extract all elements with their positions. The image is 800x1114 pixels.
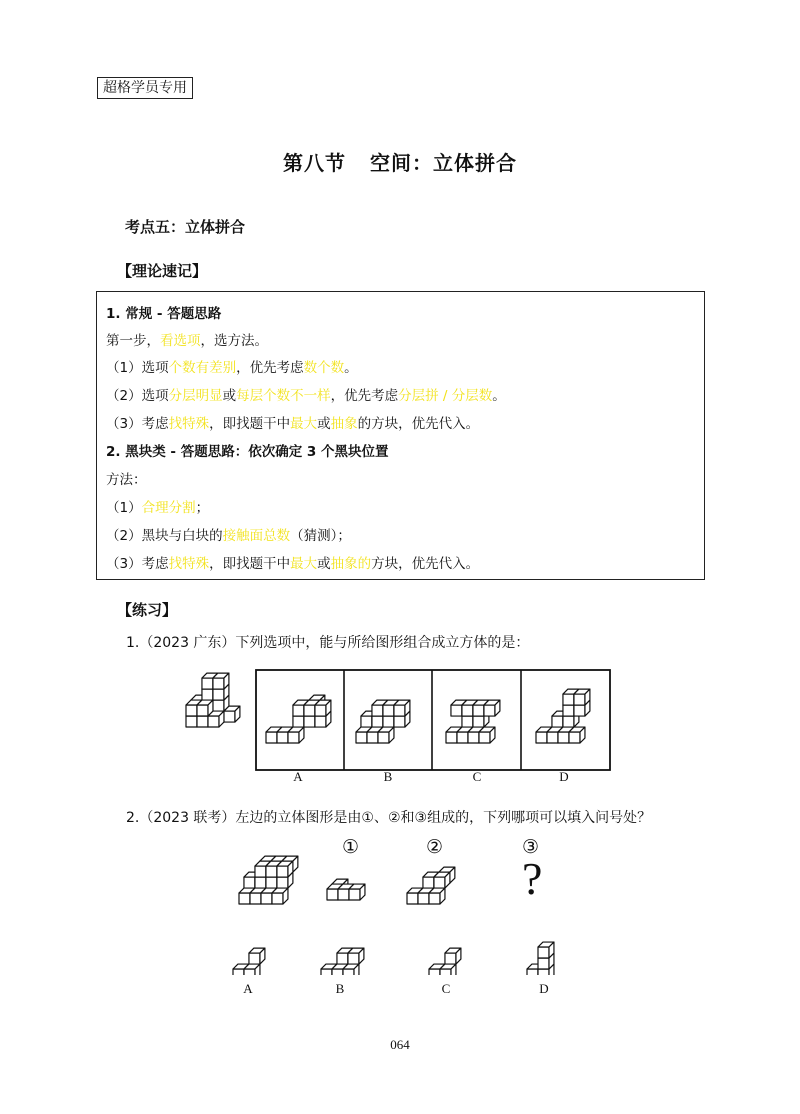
q2-label-a: A bbox=[243, 981, 253, 996]
cube-block bbox=[277, 861, 293, 877]
theory-line-1: 1. 常规 - 答题思路 bbox=[106, 306, 222, 322]
theory-line-10: （3）考虑找特殊，即找题干中最大或抽象的方块，优先代入。 bbox=[106, 556, 480, 572]
theory-line-9: （2）黑块与白块的接触面总数（猜测）； bbox=[106, 528, 351, 544]
cube-block bbox=[574, 689, 590, 705]
q2-given-shape bbox=[239, 856, 298, 904]
cube-block bbox=[348, 948, 364, 964]
theory-line-8: （1）合理分割； bbox=[106, 500, 210, 516]
theory-box bbox=[96, 291, 705, 580]
theory-line-7: 方法： bbox=[106, 472, 147, 488]
cube-block bbox=[484, 700, 500, 716]
q1-label-a: A bbox=[293, 769, 303, 784]
q2-label-c: C bbox=[441, 981, 451, 996]
theory-line-5: （3）考虑找特殊，即找题干中最大或抽象的方块，优先代入。 bbox=[106, 416, 480, 432]
q1-label-b: B bbox=[383, 769, 393, 784]
cube-block bbox=[272, 888, 288, 904]
exam-point-heading: 考点五：立体拼合 bbox=[125, 218, 246, 236]
q1-given-shape bbox=[186, 673, 240, 727]
q1-label-c: C bbox=[472, 769, 482, 784]
cube-block bbox=[213, 673, 229, 689]
cube-block bbox=[479, 727, 495, 743]
q2-part-2-label: ② bbox=[426, 836, 444, 858]
theory-line-2: 第一步，看选项，选方法。 bbox=[106, 333, 268, 349]
question-2-figure bbox=[225, 855, 565, 975]
cube-block bbox=[249, 948, 265, 964]
practice-heading: 【练习】 bbox=[117, 601, 178, 619]
cube-block bbox=[429, 888, 445, 904]
cube-block bbox=[538, 942, 554, 958]
q2-question-mark: ? bbox=[522, 853, 543, 904]
page-number: 064 bbox=[390, 1037, 410, 1052]
q2-option-b-shape[interactable] bbox=[321, 948, 364, 975]
q1-option-b-shape[interactable] bbox=[356, 700, 410, 743]
q2-option-c-shape[interactable] bbox=[429, 948, 461, 975]
section-number: 第八节 bbox=[283, 151, 346, 175]
q2-part-3-label: ③ bbox=[522, 836, 540, 858]
cube-block bbox=[315, 700, 331, 716]
cube-block bbox=[349, 884, 365, 900]
cube-block bbox=[569, 727, 585, 743]
question-1-text: 1.（2023 广东）下列选项中，能与所给图形组合成立方体的是： bbox=[126, 635, 530, 651]
q1-label-d: D bbox=[559, 769, 569, 784]
q2-option-a-shape[interactable] bbox=[233, 948, 265, 975]
theory-heading: 【理论速记】 bbox=[117, 262, 208, 280]
cube-block bbox=[378, 727, 394, 743]
question-1-figure bbox=[180, 666, 620, 778]
member-tag: 超格学员专用 bbox=[97, 77, 193, 99]
theory-line-4: （2）选项分层明显或每层个数不一样，优先考虑分层拼 / 分层数。 bbox=[106, 388, 506, 404]
q2-part-1-shape bbox=[327, 879, 365, 900]
cube-block bbox=[434, 872, 450, 888]
section-topic: 空间：立体拼合 bbox=[370, 151, 517, 175]
q1-option-a-shape[interactable] bbox=[266, 695, 331, 743]
q2-part-2-shape bbox=[407, 867, 455, 904]
cube-block bbox=[445, 948, 461, 964]
q2-part-1-label: ① bbox=[342, 836, 360, 858]
q2-option-d-shape[interactable] bbox=[527, 942, 554, 975]
cube-block bbox=[288, 727, 304, 743]
cube-block bbox=[197, 700, 213, 716]
theory-line-3: （1）选项个数有差别，优先考虑数个数。 bbox=[106, 360, 358, 376]
section-title bbox=[0, 147, 800, 176]
q2-label-d: D bbox=[539, 981, 549, 996]
theory-line-6: 2. 黑块类 - 答题思路：依次确定 3 个黑块位置 bbox=[106, 444, 389, 460]
q1-option-d-shape[interactable] bbox=[536, 689, 590, 743]
question-2-text: 2.（2023 联考）左边的立体图形是由①、②和③组成的，下列哪项可以填入问号处？ bbox=[126, 810, 652, 826]
cube-block bbox=[394, 700, 410, 716]
q2-label-b: B bbox=[335, 981, 345, 996]
q1-option-c-shape[interactable] bbox=[446, 700, 500, 743]
